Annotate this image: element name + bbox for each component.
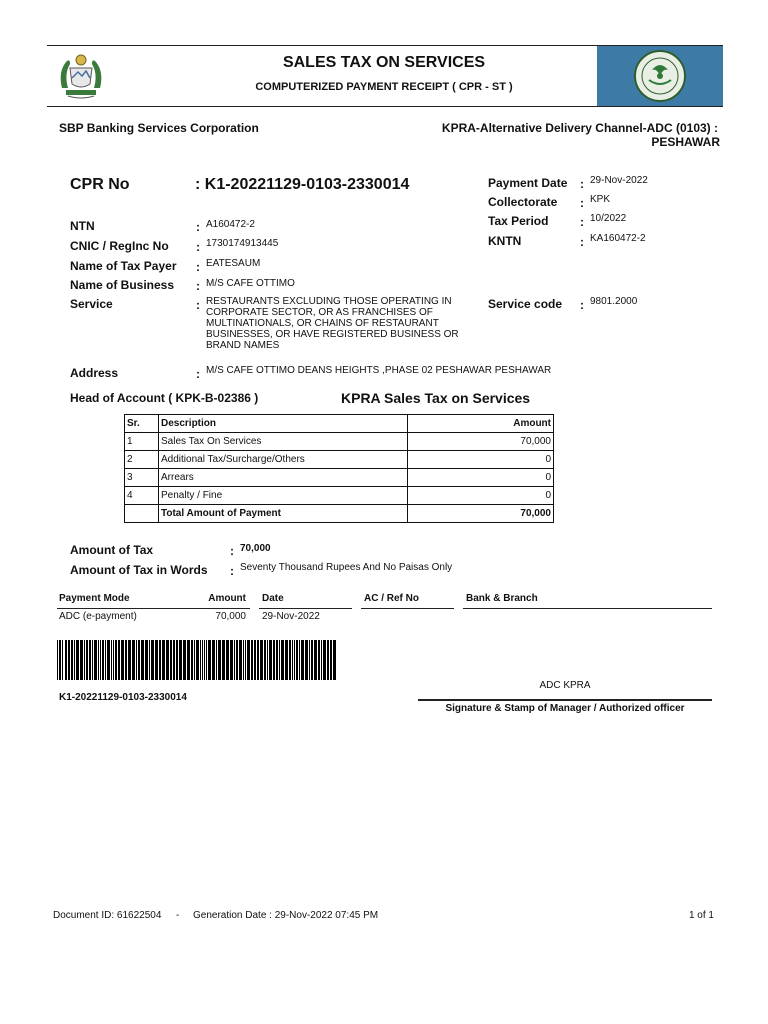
- barcode-bar: [149, 640, 150, 680]
- payment-amount-header: Amount: [208, 593, 246, 604]
- cpr-label: CPR No: [70, 176, 130, 193]
- amount-of-tax-colon: :: [230, 544, 234, 558]
- service-code-colon: :: [580, 298, 584, 312]
- barcode-bar: [273, 640, 275, 680]
- barcode-bar: [115, 640, 117, 680]
- collectorate-value: KPK: [590, 194, 611, 205]
- barcode-bar: [136, 640, 137, 680]
- barcode-bar: [65, 640, 67, 680]
- barcode-bar: [179, 640, 182, 680]
- barcode-bar: [264, 640, 266, 680]
- barcode-bar: [239, 640, 242, 680]
- barcode-bar: [59, 640, 61, 680]
- barcode-bar: [74, 640, 75, 680]
- table-row: [125, 433, 554, 451]
- barcode-bar: [245, 640, 246, 680]
- receipt-subtitle: COMPUTERIZED PAYMENT RECEIPT ( CPR - ST ): [255, 81, 513, 93]
- barcode-bar: [212, 640, 215, 680]
- bank-channel: KPRA-Alternative Delivery Channel-ADC (0103) :: [441, 121, 718, 135]
- barcode-bar: [183, 640, 186, 680]
- barcode-bar: [159, 640, 161, 680]
- table-cell: Additional Tax/Surcharge/Others: [159, 451, 408, 469]
- barcode-bar: [194, 640, 195, 680]
- table-cell: 0: [408, 469, 554, 487]
- barcode-bar: [257, 640, 259, 680]
- barcode-bar: [151, 640, 154, 680]
- barcode-bar: [236, 640, 238, 680]
- service-line: CORPORATE SECTOR, OR AS FRANCHISES OF: [206, 307, 433, 318]
- barcode-bar: [208, 640, 211, 680]
- barcode-bar: [141, 640, 144, 680]
- barcode-bar: [206, 640, 207, 680]
- address-value: M/S CAFE OTTIMO DEANS HEIGHTS ,PHASE 02 PESHAWAR PESHAWAR: [206, 365, 552, 376]
- table-total-label: Total Amount of Payment: [159, 505, 408, 523]
- barcode-bar: [251, 640, 253, 680]
- barcode-bar: [294, 640, 295, 680]
- service-line: BUSINESSES, OR HAVE REGISTERED BUSINESS OR: [206, 329, 459, 340]
- barcode-bar: [191, 640, 193, 680]
- signature-caption: Signature & Stamp of Manager / Authorized officer: [445, 703, 685, 714]
- barcode-bar: [318, 640, 320, 680]
- section-title: KPRA Sales Tax on Services: [341, 390, 531, 406]
- barcode-bar: [314, 640, 317, 680]
- barcode-bar: [176, 640, 178, 680]
- barcode-bar: [118, 640, 120, 680]
- barcode-bar: [80, 640, 83, 680]
- barcode-bar: [260, 640, 263, 680]
- taxpayer-colon: :: [196, 260, 200, 274]
- barcode-bar: [299, 640, 300, 680]
- barcode-bar: [128, 640, 131, 680]
- barcode-bar: [234, 640, 235, 680]
- barcode-bar: [305, 640, 308, 680]
- barcode-bar: [94, 640, 97, 680]
- table-cell: 70,000: [408, 433, 554, 451]
- table-row: [125, 487, 554, 505]
- payment-date-value: 29-Nov-2022: [590, 175, 648, 186]
- amount-of-tax-value: 70,000: [240, 543, 271, 554]
- payment-bank-header: Bank & Branch: [466, 593, 538, 604]
- payment-amount-value: 70,000: [215, 611, 246, 622]
- generation-date: Generation Date : 29-Nov-2022 07:45 PM: [193, 910, 379, 921]
- barcode-bar: [100, 640, 101, 680]
- bank-name: SBP Banking Services Corporation: [59, 121, 259, 135]
- business-colon: :: [196, 279, 200, 293]
- business-label: Name of Business: [70, 278, 175, 292]
- service-label: Service: [70, 297, 113, 311]
- barcode-bar: [162, 640, 165, 680]
- barcode-bar: [330, 640, 332, 680]
- barcode-bar: [204, 640, 205, 680]
- payment-date-header: Date: [262, 593, 284, 604]
- table-cell: Penalty / Fine: [159, 487, 408, 505]
- receipt-title: SALES TAX ON SERVICES: [282, 54, 486, 71]
- service-line: MULTINATIONALS, OR CHAINS OF RESTAURANT: [206, 318, 439, 329]
- barcode-bar: [333, 640, 336, 680]
- barcode-bar: [76, 640, 79, 680]
- barcode-bar: [121, 640, 124, 680]
- tax-items-table: [124, 414, 554, 523]
- barcode-bar: [155, 640, 158, 680]
- table-header-row: [125, 415, 554, 433]
- payment-rule: [259, 608, 352, 609]
- barcode: [57, 640, 339, 680]
- amount-in-words-label: Amount of Tax in Words: [70, 563, 208, 577]
- barcode-bar: [170, 640, 172, 680]
- barcode-bar: [71, 640, 73, 680]
- payment-rule: [57, 608, 250, 609]
- ntn-colon: :: [196, 220, 200, 234]
- address-colon: :: [196, 367, 200, 381]
- barcode-bar: [296, 640, 298, 680]
- service-line: BRAND NAMES: [206, 340, 280, 351]
- barcode-bar: [218, 640, 221, 680]
- barcode-bar: [105, 640, 106, 680]
- table-cell: 0: [408, 487, 554, 505]
- payment-rule: [361, 608, 454, 609]
- kpra-logo-panel: [597, 46, 723, 106]
- head-of-account: Head of Account ( KPK-B-02386 ): [70, 391, 259, 405]
- barcode-bar: [281, 640, 284, 680]
- barcode-bar: [102, 640, 104, 680]
- barcode-bar: [62, 640, 63, 680]
- barcode-bar: [98, 640, 99, 680]
- kpra-seal-icon: [597, 46, 723, 106]
- barcode-bar: [138, 640, 140, 680]
- table-header-cell: Amount: [408, 415, 554, 433]
- barcode-bar: [289, 640, 291, 680]
- kntn-colon: :: [580, 235, 584, 249]
- table-row: [125, 469, 554, 487]
- table-header-cell: Description: [159, 415, 408, 433]
- tax-period-label: Tax Period: [488, 214, 549, 228]
- table-cell: 1: [125, 433, 159, 451]
- service-line: RESTAURANTS EXCLUDING THOSE OPERATING IN: [206, 296, 452, 307]
- cnic-value: 1730174913445: [206, 238, 279, 249]
- table-cell: 3: [125, 469, 159, 487]
- table-cell: 2: [125, 451, 159, 469]
- table-row: [125, 451, 554, 469]
- payment-date-value: 29-Nov-2022: [262, 611, 320, 622]
- barcode-bar: [107, 640, 110, 680]
- tax-period-colon: :: [580, 215, 584, 229]
- table-total-value: 70,000: [408, 505, 554, 523]
- barcode-bar: [222, 640, 225, 680]
- taxpayer-label: Name of Tax Payer: [70, 259, 177, 273]
- cnic-colon: :: [196, 240, 200, 254]
- table-cell: 0: [408, 451, 554, 469]
- barcode-bar: [254, 640, 256, 680]
- bank-city: PESHAWAR: [651, 135, 720, 149]
- amount-in-words-value: Seventy Thousand Rupees And No Paisas Only: [240, 562, 453, 573]
- document-id: Document ID: 61622504: [53, 910, 162, 921]
- table-cell: Sales Tax On Services: [159, 433, 408, 451]
- signature-line: [418, 699, 712, 701]
- barcode-bar: [247, 640, 250, 680]
- barcode-bar: [243, 640, 244, 680]
- barcode-bar: [292, 640, 293, 680]
- collectorate-colon: :: [580, 196, 584, 210]
- ntn-label: NTN: [70, 219, 95, 233]
- barcode-bar: [276, 640, 278, 680]
- cpr-value: : K1-20221129-0103-2330014: [195, 176, 410, 193]
- barcode-bar: [132, 640, 135, 680]
- barcode-bar: [321, 640, 322, 680]
- barcode-bar: [113, 640, 114, 680]
- table-cell: Arrears: [159, 469, 408, 487]
- barcode-bar: [86, 640, 88, 680]
- barcode-bar: [327, 640, 329, 680]
- barcode-bar: [89, 640, 91, 680]
- address-label: Address: [70, 366, 119, 380]
- tax-period-value: 10/2022: [590, 213, 627, 224]
- footer-separator: -: [176, 910, 180, 921]
- collectorate-label: Collectorate: [488, 195, 558, 209]
- payment-mode-header: Payment Mode: [59, 593, 130, 604]
- barcode-bar: [309, 640, 310, 680]
- kntn-label: KNTN: [488, 234, 522, 248]
- page-number: 1 of 1: [688, 910, 714, 921]
- payment-date-label: Payment Date: [488, 176, 568, 190]
- barcode-bar: [173, 640, 175, 680]
- amount-of-tax-label: Amount of Tax: [70, 543, 154, 557]
- table-cell: 4: [125, 487, 159, 505]
- service-code-value: 9801.2000: [590, 296, 638, 307]
- service-value: [206, 296, 459, 351]
- amount-in-words-colon: :: [230, 564, 234, 578]
- cnic-label: CNIC / RegInc No: [70, 239, 169, 253]
- barcode-bar: [187, 640, 190, 680]
- barcode-bar: [166, 640, 169, 680]
- barcode-number: K1-20221129-0103-2330014: [59, 692, 187, 703]
- payment-mode-value: ADC (e-payment): [59, 611, 137, 622]
- barcode-bar: [200, 640, 201, 680]
- barcode-bar: [267, 640, 268, 680]
- barcode-bar: [323, 640, 326, 680]
- payment-rule: [463, 608, 712, 609]
- service-code-label: Service code: [488, 297, 563, 311]
- barcode-bar: [226, 640, 229, 680]
- table-total-row: [125, 505, 554, 523]
- taxpayer-value: EATESAUM: [206, 258, 261, 269]
- signatory-name: ADC KPRA: [539, 680, 591, 691]
- barcode-bar: [285, 640, 288, 680]
- barcode-bar: [68, 640, 70, 680]
- barcode-bar: [269, 640, 272, 680]
- barcode-bar: [230, 640, 233, 680]
- barcode-bar: [216, 640, 217, 680]
- barcode-bar: [279, 640, 280, 680]
- payment-date-colon: :: [580, 177, 584, 191]
- barcode-bar: [196, 640, 199, 680]
- table-cell: [125, 505, 159, 523]
- ntn-value: A160472-2: [206, 219, 255, 230]
- barcode-bar: [311, 640, 313, 680]
- barcode-bar: [125, 640, 127, 680]
- service-colon: :: [196, 298, 200, 312]
- payment-ref-header: AC / Ref No: [364, 593, 419, 604]
- business-value: M/S CAFE OTTIMO: [206, 278, 295, 289]
- header-bottom-rule: [47, 106, 723, 107]
- kntn-value: KA160472-2: [590, 233, 646, 244]
- barcode-bar: [92, 640, 93, 680]
- barcode-bar: [202, 640, 203, 680]
- barcode-bar: [145, 640, 148, 680]
- barcode-bar: [57, 640, 58, 680]
- barcode-bar: [84, 640, 85, 680]
- barcode-bar: [111, 640, 112, 680]
- table-header-cell: Sr.: [125, 415, 159, 433]
- barcode-bar: [301, 640, 304, 680]
